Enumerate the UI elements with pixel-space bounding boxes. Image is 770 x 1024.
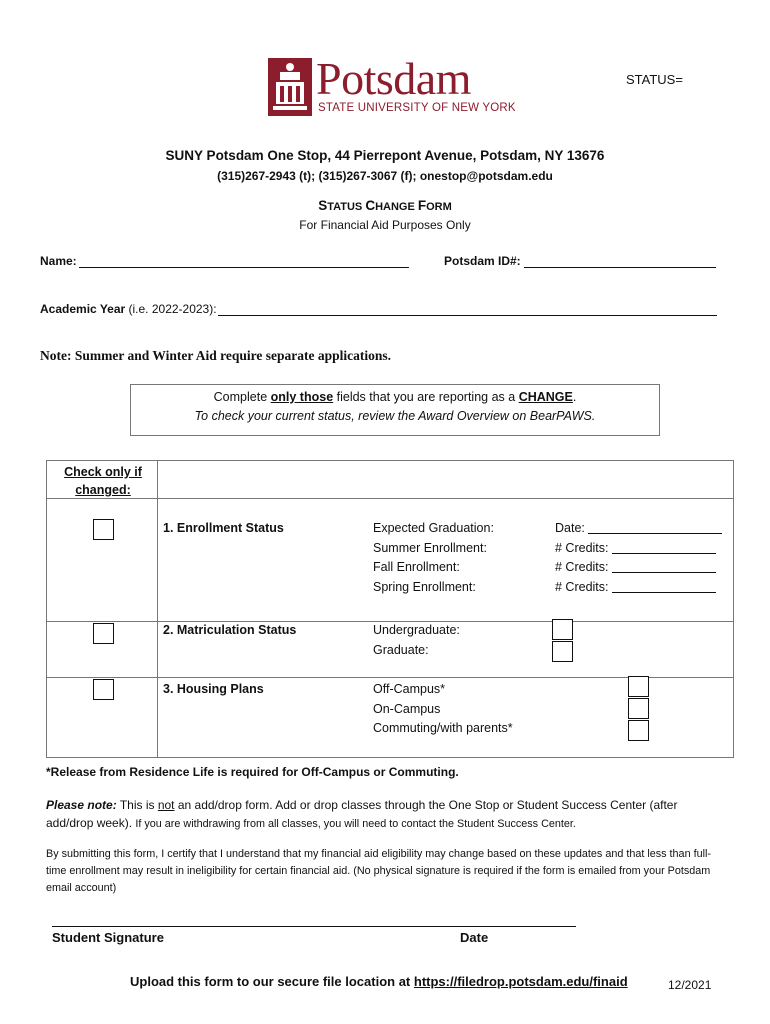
status-change-table <box>46 460 734 758</box>
date-label: Date <box>460 930 489 945</box>
bearpaws-hint: To check your current status, review the Award Overview on BearPAWS. <box>194 409 596 423</box>
summer-winter-note: Note: Summer and Winter Aid require separate applications. <box>40 348 392 363</box>
office-address: SUNY Potsdam One Stop, 44 Pierrepont Avenue, Potsdam, NY 13676 <box>165 148 605 163</box>
commuting-checkbox[interactable] <box>628 720 649 741</box>
housing-options: Off-Campus* On-Campus Commuting/with parents* <box>373 682 513 735</box>
form-title: STATUS CHANGE FORM <box>318 198 452 213</box>
housing-plans-checkbox[interactable] <box>93 679 114 700</box>
academic-year-label: Academic Year (i.e. 2022-2023): <box>40 302 217 316</box>
graduation-date-input[interactable] <box>588 533 722 534</box>
instruction-callout: Complete only those fields that you are reporting as a CHANGE. To check your current status, review the Award Overview on BearPAWS. <box>130 384 660 436</box>
please-note-paragraph: Please note: This is not an add/drop form. Add or drop classes through the One Stop or Student Success Center (after add/drop week). If you are withdrawing from all classes, you will need to contact the Student Success Center. <box>46 798 678 830</box>
on-campus-checkbox[interactable] <box>628 698 649 719</box>
residence-life-note: *Release from Residence Life is required for Off-Campus or Commuting. <box>46 765 459 779</box>
summer-credits-input[interactable] <box>612 553 716 554</box>
matriculation-status-checkbox[interactable] <box>93 623 114 644</box>
signature-line[interactable] <box>52 926 576 927</box>
form-revision-date: 12/2021 <box>668 978 712 992</box>
potsdam-id-input-line[interactable] <box>524 267 716 268</box>
academic-year-input-line[interactable] <box>218 315 717 316</box>
clock-tower-icon <box>268 58 312 116</box>
enrollment-status-checkbox[interactable] <box>93 519 114 540</box>
undergraduate-checkbox[interactable] <box>552 619 573 640</box>
spring-credits-input[interactable] <box>612 592 716 593</box>
enrollment-extras: Date: # Credits: # Credits: # Credits: <box>555 519 722 597</box>
potsdam-logo <box>268 53 516 118</box>
form-subtitle: For Financial Aid Purposes Only <box>299 218 471 232</box>
fall-credits-input[interactable] <box>612 572 716 573</box>
enrollment-status-title: 1. Enrollment Status <box>163 521 284 535</box>
graduate-checkbox[interactable] <box>552 641 573 662</box>
name-input-line[interactable] <box>79 267 409 268</box>
matriculation-status-title: 2. Matriculation Status <box>163 623 297 637</box>
logo-subtitle: STATE UNIVERSITY OF NEW YORK <box>318 102 516 114</box>
check-header: Check only if changed: <box>64 465 142 497</box>
office-contact: (315)267-2943 (t); (315)267-3067 (f); onestop@potsdam.edu <box>217 169 553 183</box>
housing-plans-title: 3. Housing Plans <box>163 682 264 696</box>
name-label: Name: <box>40 254 77 268</box>
filedrop-link[interactable]: https://filedrop.potsdam.edu/finaid <box>413 974 628 989</box>
potsdam-id-label: Potsdam ID#: <box>444 254 521 268</box>
upload-instructions: Upload this form to our secure file location at https://filedrop.potsdam.edu/finaid <box>130 974 628 989</box>
status-label: STATUS= <box>626 72 683 87</box>
off-campus-checkbox[interactable] <box>628 676 649 697</box>
logo-wordmark: Potsdam <box>316 53 471 104</box>
certification-paragraph: By submitting this form, I certify that I understand that my financial aid eligibility may change based on these updates and that less than full-time enrollment may result in ineligibility for certain financial aid. (No physical signature is required if the form is emailed from your Potsdam email account) <box>46 848 711 894</box>
student-signature-label: Student Signature <box>52 930 164 945</box>
enrollment-options: Expected Graduation: Summer Enrollment: Fall Enrollment: Spring Enrollment: <box>373 521 494 594</box>
matriculation-options: Undergraduate: Graduate: <box>373 623 460 657</box>
